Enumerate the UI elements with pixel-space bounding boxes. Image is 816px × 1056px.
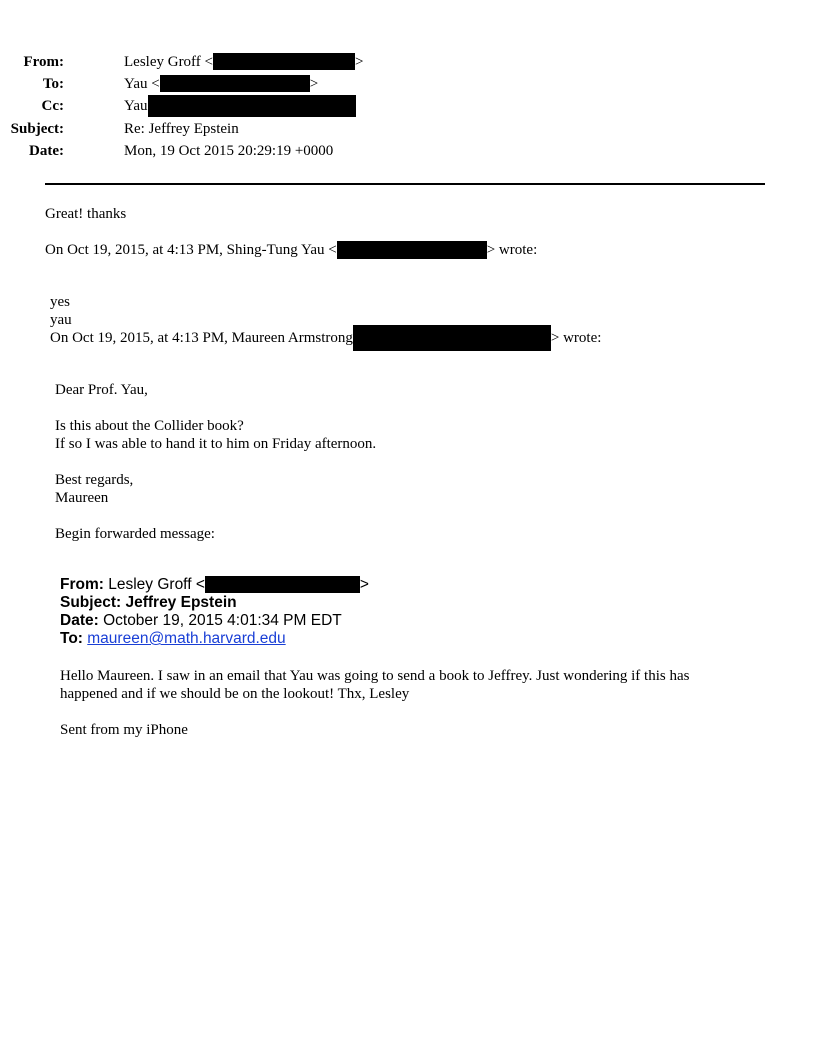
fwd-to-row xyxy=(60,630,286,648)
header-subject-value: Re: Jeffrey Epstein xyxy=(124,121,239,137)
quote1-attribution xyxy=(50,329,601,351)
reply-body: Great! thanks xyxy=(45,206,127,222)
fwd-date-row xyxy=(60,612,342,630)
header-from-name: Lesley Groff xyxy=(124,54,201,70)
redaction-box xyxy=(160,75,310,92)
fwd-to-email-link[interactable]: maureen@math.harvard.edu xyxy=(87,630,286,647)
reply-attribution-suffix: > wrote: xyxy=(486,242,538,258)
fwd-subject-row xyxy=(60,594,237,612)
quote1-line1: yes xyxy=(50,294,70,310)
header-to-name: Yau xyxy=(124,76,148,92)
header-from-value xyxy=(124,52,363,72)
reply-attribution xyxy=(45,241,537,259)
header-to-label: To: xyxy=(42,76,64,92)
quote1-line2: yau xyxy=(50,312,72,328)
reply-attribution-prefix: On Oct 19, 2015, at 4:13 PM, Shing-Tung Yau < xyxy=(45,242,337,258)
quote2-line2: If so I was able to hand it to him on Friday afternoon. xyxy=(55,436,377,452)
header-date-label: Date: xyxy=(29,143,64,159)
redaction-box xyxy=(205,576,360,593)
header-cc-value xyxy=(124,96,356,117)
redaction-box xyxy=(213,53,355,70)
header-to-value xyxy=(124,74,318,94)
redaction-box xyxy=(353,325,551,351)
header-from-row xyxy=(0,52,760,72)
header-to-row xyxy=(0,74,760,94)
quote1-attribution-prefix: On Oct 19, 2015, at 4:13 PM, Maureen Armstrong xyxy=(50,330,353,346)
header-to-open: < xyxy=(151,76,160,92)
fwd-from-close: > xyxy=(359,576,369,593)
header-from-label: From: xyxy=(23,54,64,70)
header-cc-label: Cc: xyxy=(41,98,64,114)
header-to-close: > xyxy=(309,76,319,92)
quote1-attribution-suffix: > wrote: xyxy=(550,330,602,346)
fwd-to-label: To: xyxy=(60,630,83,647)
redaction-box xyxy=(337,241,487,259)
fwd-subject-label: Subject: xyxy=(60,594,122,611)
fwd-body-line1: Hello Maureen. I saw in an email that Yau was going to send a book to Jeffrey. Just wondering if this has xyxy=(60,668,690,684)
fwd-signature: Sent from my iPhone xyxy=(60,722,188,738)
fwd-date-label: Date: xyxy=(60,612,99,629)
header-date-value: Mon, 19 Oct 2015 20:29:19 +0000 xyxy=(124,143,334,159)
fwd-from-label: From: xyxy=(60,576,104,593)
quote2-forward-intro: Begin forwarded message: xyxy=(55,526,215,542)
fwd-subject-value: Jeffrey Epstein xyxy=(125,594,237,611)
fwd-from-row xyxy=(60,576,369,594)
header-subject-label: Subject: xyxy=(10,121,64,137)
fwd-from-name: Lesley Groff < xyxy=(108,576,205,593)
quote2-line1: Is this about the Collider book? xyxy=(55,418,244,434)
fwd-date-value: October 19, 2015 4:01:34 PM EDT xyxy=(103,612,342,629)
header-from-open: < xyxy=(204,54,213,70)
header-from-close: > xyxy=(355,54,364,70)
header-divider xyxy=(45,183,765,185)
header-date-row xyxy=(0,141,760,161)
header-subject-row xyxy=(0,119,760,139)
header-cc-row xyxy=(0,96,760,116)
quote2-closing1: Best regards, xyxy=(55,472,134,488)
header-cc-name: Yau xyxy=(124,98,148,114)
quote2-closing2: Maureen xyxy=(55,490,109,506)
quote2-greeting: Dear Prof. Yau, xyxy=(55,382,148,398)
redaction-box xyxy=(148,95,356,117)
fwd-body-line2: happened and if we should be on the lookout! Thx, Lesley xyxy=(60,686,410,702)
